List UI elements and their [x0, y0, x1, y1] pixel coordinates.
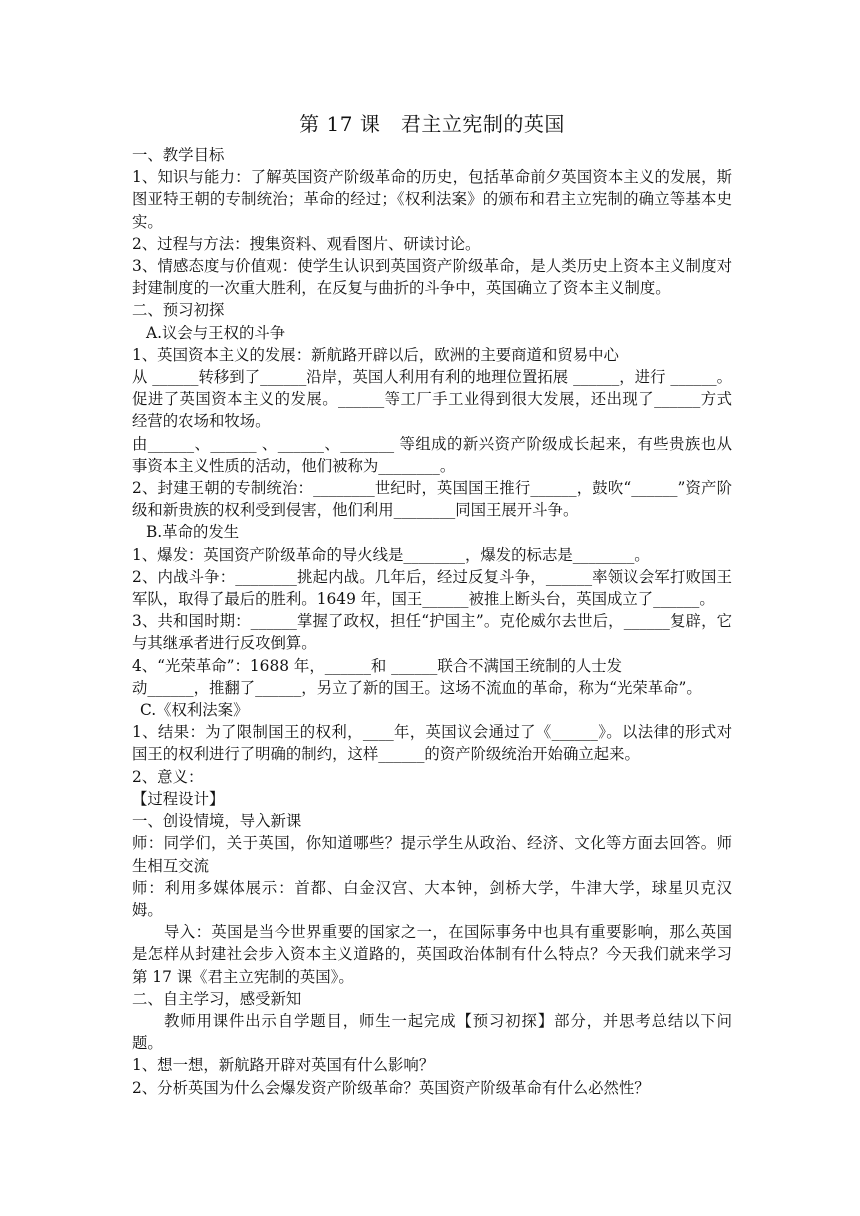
heading-teaching-goals: 一、教学目标 [132, 146, 225, 164]
question-1: 1、想一想，新航路开辟对英国有什么影响？ [132, 1056, 435, 1075]
preview-a1-intro: 1、英国资本主义的发展：新航路开辟以后，欧洲的主要商道和贸易中心 [132, 345, 619, 364]
preview-b4-line2: 动______，推翻了______，另立了新的国王。这场不流血的革命，称为“光荣革命”。 [132, 678, 702, 697]
goal-process: 2、过程与方法：搜集资料、观看图片、研读讨论。 [132, 234, 481, 253]
preview-b4-line1: 4、“光荣革命”：1688 年，______和 ______联合不满国王统制的人士发 [132, 656, 623, 675]
goal-emotion: 3、情感态度与价值观：使学生认识到英国资产阶级革命，是人类历史上资本主义制度对封建制度的一次重大胜利，在反复与曲折的斗争中，英国确立了资本主义制度。 [132, 257, 732, 298]
heading-preview: 二、预习初探 [132, 301, 225, 320]
introduction-paragraph: 导入：英国是当今世界重要的国家之一，在国际事务中也具有重要影响，那么英国是怎样从封建社会步入资本主义道路的，英国政治体制有什么特点？今天我们就来学习第 17 课《君主立宪制的英国》。 [132, 923, 732, 986]
subheading-a: A.议会与王权的斗争 [146, 323, 286, 342]
preview-b3: 3、共和国时期：______掌握了政权，担任“护国主”。克伦威尔去世后，______复辟，它与其继承者进行反攻倒算。 [132, 612, 732, 653]
heading-step-one: 一、创设情境，导入新课 [132, 812, 302, 831]
preview-a1-class: 由______、______ 、______、_______ 等组成的新兴资产阶级成长起来，有些贵族也从事资本主义性质的活动，他们被称为________。 [132, 434, 732, 475]
preview-a2: 2、封建王朝的专制统治：________世纪时，英国国王推行______，鼓吹“______”资产阶级和新贵族的权利受到侵害，他们利用________同国王展开斗争。 [132, 479, 732, 520]
lesson-title: 第 17 课 君主立宪制的英国 [299, 112, 565, 136]
subheading-b: B.革命的发生 [146, 523, 240, 542]
preview-a1-blanks: 从 ______转移到了______沿岸，英国人利用有利的地理位置拓展 ______，进行 ______。促进了英国资本主义的发展。______等工厂手工业得到很大发展，还出现了______方式经营的农场和牧场。 [132, 368, 732, 431]
goal-knowledge: 1、知识与能力：了解英国资产阶级革命的历史，包括革命前夕英国资本主义的发展，斯图亚特王朝的专制统治；革命的经过；《权利法案》的颁布和君主立宪制的确立等基本史实。 [132, 168, 732, 231]
heading-step-two: 二、自主学习，感受新知 [132, 989, 302, 1008]
preview-b1: 1、爆发：英国资产阶级革命的导火线是________，爆发的标志是________。 [132, 545, 650, 564]
preview-c2: 2、意义： [132, 767, 204, 786]
preview-c1: 1、结果：为了限制国王的权利，____年，英国议会通过了《______》。以法律的形式对国王的权利进行了明确的制约，这样______的资产阶级统治开始确立起来。 [132, 723, 732, 764]
heading-process-design: 【过程设计】 [132, 789, 225, 808]
question-2: 2、分析英国为什么会爆发资产阶级革命？英国资产阶级革命有什么必然性？ [132, 1078, 650, 1097]
teacher-multimedia: 师：利用多媒体展示：首都、白金汉宫、大本钟，剑桥大学，牛津大学，球星贝克汉姆。 [132, 878, 732, 919]
subheading-c: C.《权利法案》 [140, 701, 249, 720]
preview-b2: 2、内战斗争：________挑起内战。几年后，经过反复斗争，______率领议会军打败国王军队，取得了最后的胜利。1649 年，国王______被推上断头台，英国成立了______。 [132, 567, 732, 609]
self-study-paragraph: 教师用课件出示自学题目，师生一起完成【预习初探】部分，并思考总结以下问题。 [132, 1011, 732, 1053]
teacher-question: 师：同学们，关于英国，你知道哪些？提示学生从政治、经济、文化等方面去回答。师生相互交流 [132, 834, 732, 875]
